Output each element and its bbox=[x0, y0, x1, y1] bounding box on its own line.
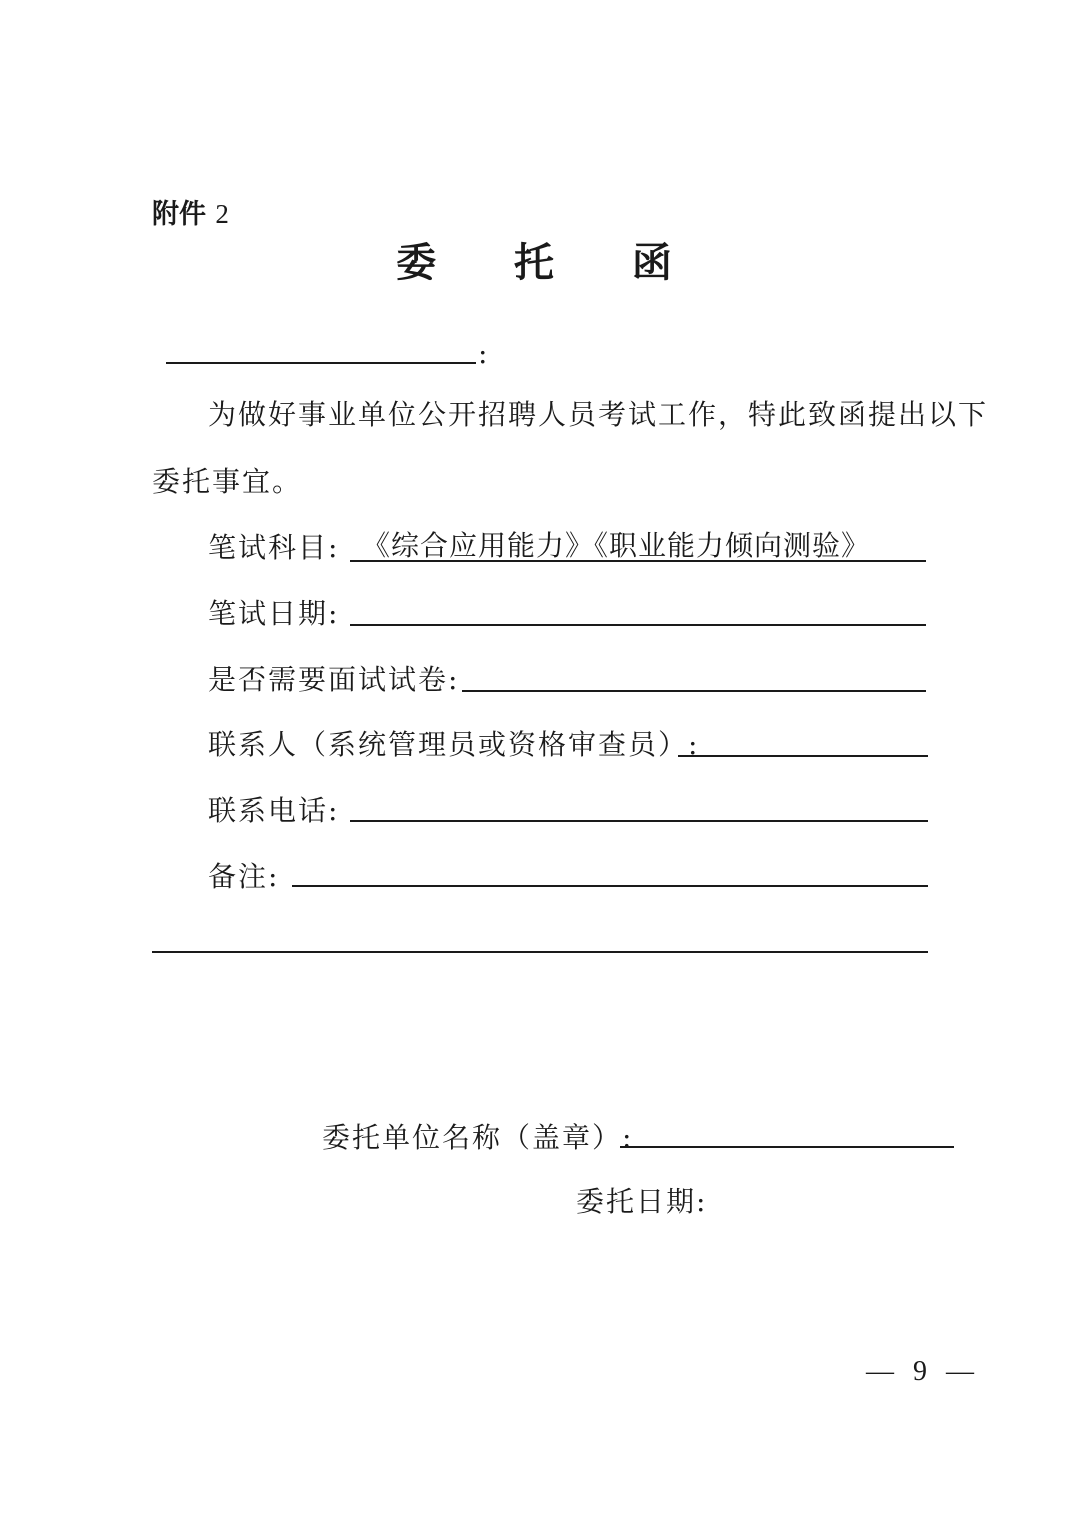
remarks-field-continuation[interactable] bbox=[152, 951, 928, 953]
attachment-text: 附件 bbox=[152, 199, 206, 230]
exam-subject-label: 笔试科目: bbox=[208, 531, 340, 564]
remarks-label: 备注: bbox=[208, 860, 280, 893]
page-title: 委 托 函 bbox=[396, 240, 704, 286]
exam-date-label: 笔试日期: bbox=[208, 597, 340, 630]
contact-person-field[interactable] bbox=[678, 755, 928, 757]
salutation-colon: : bbox=[478, 337, 490, 370]
attachment-label bbox=[152, 196, 229, 233]
interview-paper-field[interactable] bbox=[462, 690, 926, 692]
exam-date-field[interactable] bbox=[350, 624, 926, 626]
intro-paragraph-line2: 委托事宜。 bbox=[152, 465, 303, 498]
exam-subject-field[interactable] bbox=[350, 560, 926, 562]
entrusting-unit-label: 委托单位名称（盖章）: bbox=[322, 1121, 634, 1154]
contact-phone-field[interactable] bbox=[350, 820, 928, 822]
interview-paper-label: 是否需要面试试卷: bbox=[208, 663, 460, 696]
exam-subject-value: 《综合应用能力》《职业能力倾向测验》 bbox=[362, 529, 871, 562]
entrust-date-label: 委托日期: bbox=[576, 1185, 708, 1218]
contact-phone-label: 联系电话: bbox=[208, 794, 340, 827]
contact-person-label: 联系人（系统管理员或资格审查员）: bbox=[208, 728, 700, 761]
attachment-number: 2 bbox=[215, 199, 229, 229]
entrusting-unit-field[interactable] bbox=[620, 1146, 954, 1148]
page-number: — 9 — bbox=[866, 1356, 980, 1387]
remarks-field[interactable] bbox=[292, 885, 928, 887]
intro-paragraph-line1: 为做好事业单位公开招聘人员考试工作，特此致函提出以下 bbox=[208, 398, 989, 431]
recipient-blank[interactable] bbox=[166, 362, 476, 364]
